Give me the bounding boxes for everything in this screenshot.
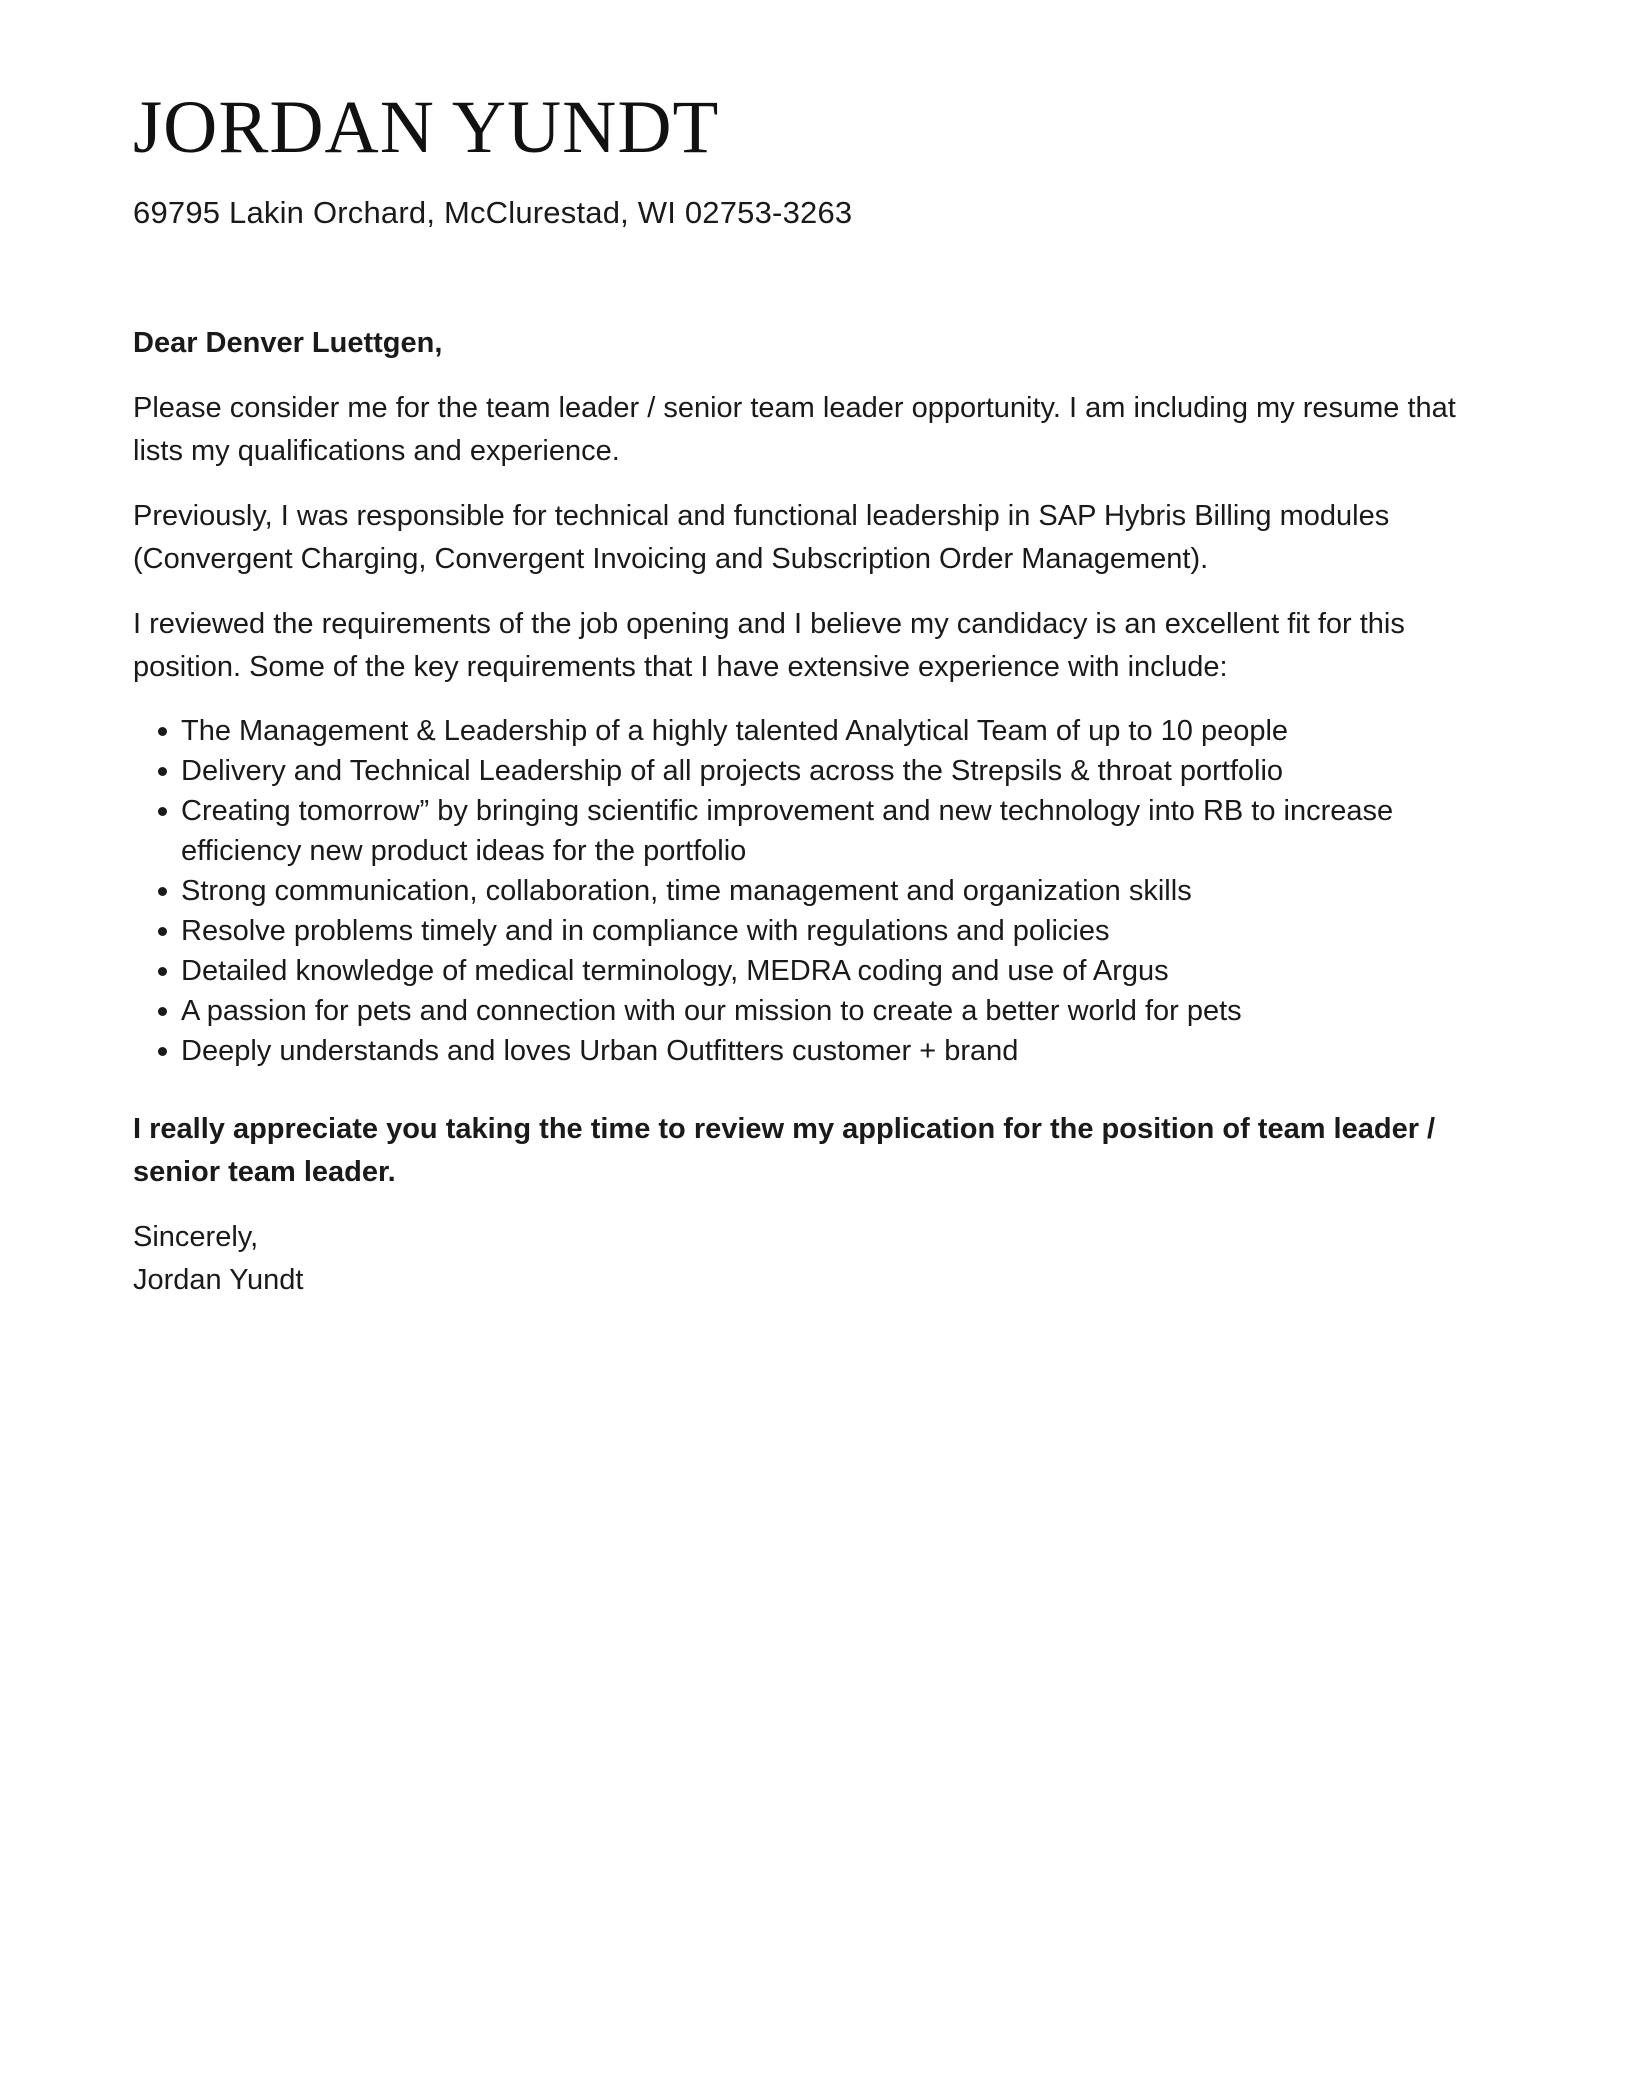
intro-paragraph: Please consider me for the team leader / senior team leader opportunity. I am including my resume that lists my qualifications and experience.: [133, 392, 1456, 467]
list-item: Resolve problems timely and in compliance with regulations and policies: [133, 911, 1503, 951]
requirements-intro-paragraph: I reviewed the requirements of the job opening and I believe my candidacy is an excellent fit for this position. Some of the key requirements that I have extensive experience with include:: [133, 608, 1405, 683]
cover-letter: [133, 80, 1503, 1302]
closing-paragraph: I really appreciate you taking the time to review my application for the position of team leader / senior team leader.: [133, 1113, 1436, 1188]
list-item: Delivery and Technical Leadership of all projects across the Strepsils & throat portfolio: [133, 751, 1503, 791]
requirements-list: [133, 711, 1503, 1071]
list-item: A passion for pets and connection with our mission to create a better world for pets: [133, 991, 1503, 1031]
applicant-address: 69795 Lakin Orchard, McClurestad, WI 02753-3263: [133, 195, 853, 230]
signoff-block: [133, 1216, 1503, 1302]
list-item: Strong communication, collaboration, time management and organization skills: [133, 871, 1503, 911]
experience-paragraph: Previously, I was responsible for technical and functional leadership in SAP Hybris Billing modules (Convergent Charging, Convergent Invoicing and Subscription Order Management).: [133, 500, 1390, 575]
list-item: Deeply understands and loves Urban Outfitters customer + brand: [133, 1031, 1503, 1071]
list-item: The Management & Leadership of a highly talented Analytical Team of up to 10 people: [133, 711, 1503, 751]
salutation: Dear Denver Luettgen,: [133, 327, 443, 359]
signature: Jordan Yundt: [133, 1264, 304, 1296]
applicant-name: JORDAN YUNDT: [133, 86, 720, 169]
list-item: Creating tomorrow” by bringing scientific improvement and new technology into RB to increase efficiency new product ideas for the portfolio: [133, 791, 1503, 871]
signoff: Sincerely,: [133, 1221, 259, 1253]
list-item: Detailed knowledge of medical terminology, MEDRA coding and use of Argus: [133, 951, 1503, 991]
